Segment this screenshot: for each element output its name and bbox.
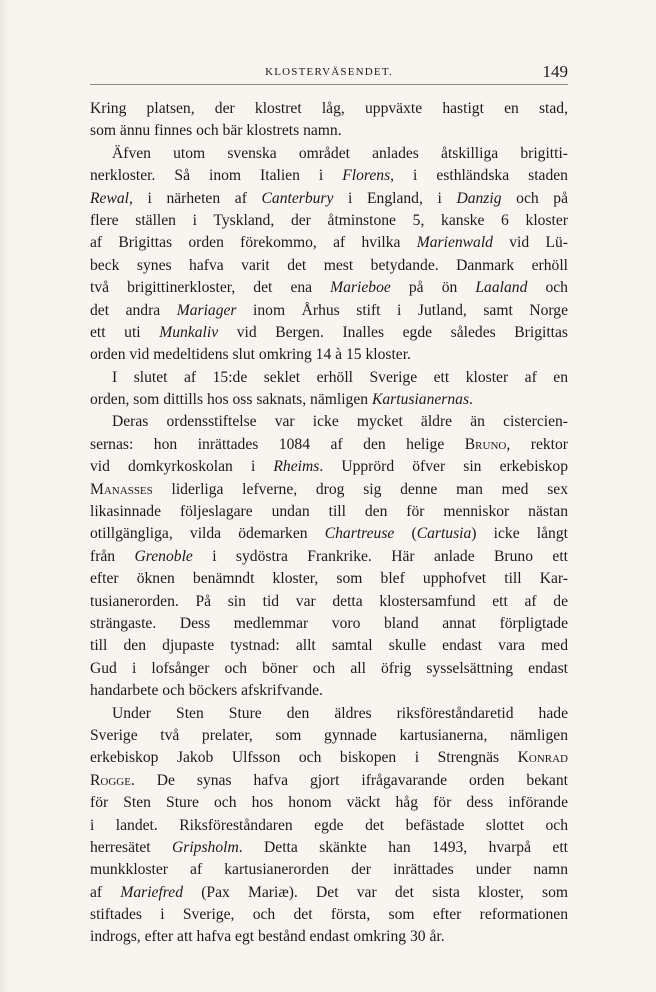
text-line — [90, 703, 568, 725]
text-segment: indrogs, efter att hafva egt bestånd endast omkring 30 år. — [90, 928, 445, 946]
text-segment: strängaste. Dess medlemmar voro bland annat förpligtade — [90, 614, 568, 632]
small-caps-name: Rogge — [90, 771, 131, 789]
text-segment: beck synes hafva varit det mest betydande. Danmark erhöll — [90, 256, 568, 274]
page-binding-edge — [0, 0, 10, 992]
paragraph — [90, 98, 568, 143]
text-segment: . Detta skänkte han 1493, hvarpå ett — [238, 838, 568, 856]
text-segment: Gud i lofsånger och böner och all öfrig sysselsättning endast — [90, 659, 568, 677]
text-line — [90, 523, 568, 545]
text-segment: , rektor — [506, 435, 568, 453]
text-segment: Kring platsen, der klostret låg, uppväxte hastigt en stad, — [90, 100, 568, 117]
text-line — [90, 501, 568, 523]
text-line — [90, 904, 568, 926]
text-line — [90, 747, 568, 769]
text-line — [90, 344, 568, 366]
text-segment: herresätet — [90, 838, 172, 856]
paragraph — [90, 703, 568, 949]
text-line — [90, 635, 568, 657]
italic-term: Mariefred — [120, 883, 183, 901]
text-segment: till den djupaste tystnad: allt samtal skulle endast vara med — [90, 637, 568, 655]
text-line — [90, 255, 568, 277]
italic-term: Canterbury — [261, 189, 334, 207]
italic-term: Marienwald — [416, 234, 493, 252]
italic-term: Grenoble — [134, 547, 193, 565]
body-text — [90, 98, 568, 949]
italic-term: Rheims — [273, 458, 320, 476]
text-segment: sernas: hon inrättades 1084 af den helige — [90, 435, 465, 453]
text-segment: och — [527, 279, 568, 297]
text-segment: flere ställen i Tyskland, der åtminstone 5, kanske 6 kloster — [90, 211, 568, 229]
text-segment: i England, i — [333, 189, 457, 207]
text-segment: otillgängliga, vilda ödemarken — [90, 525, 325, 543]
text-segment: likasinnade följeslagare undan till den för menniskor nästan — [90, 503, 568, 521]
text-line — [90, 680, 568, 702]
text-segment: stiftades i Sverige, och det första, som efter reformationen — [90, 906, 568, 924]
text-line — [90, 882, 568, 904]
text-segment: vid Lü- — [492, 234, 568, 252]
text-line — [90, 613, 568, 635]
text-segment: och på — [501, 189, 568, 207]
text-segment: två brigittinerkloster, det ena — [90, 279, 331, 297]
text-segment: vid Bergen. Inalles egde således Brigittas — [218, 323, 568, 341]
header-rule — [90, 84, 568, 85]
text-segment: . Upprörd öfver sin erkebiskop — [319, 458, 568, 476]
italic-term: Gripsholm — [172, 838, 239, 856]
text-line — [90, 479, 568, 501]
page-number: 149 — [542, 62, 568, 81]
paragraph — [90, 143, 568, 367]
text-line — [90, 98, 568, 120]
text-segment: ) icke långt — [471, 525, 568, 543]
paragraph — [90, 367, 568, 412]
italic-term: Marieboe — [330, 279, 391, 297]
small-caps-name: Bruno — [464, 435, 507, 453]
italic-term: Chartreuse — [324, 525, 395, 543]
page-header — [90, 62, 568, 86]
italic-term: Kartusianernas — [371, 391, 470, 409]
text-segment: handarbete och böckers afskrifvande. — [90, 682, 323, 700]
text-line — [90, 591, 568, 613]
text-line — [90, 568, 568, 590]
italic-term: Florens — [342, 167, 391, 185]
text-segment: orden vid medeltidens slut omkring 14 à 15 kloster. — [90, 346, 411, 364]
text-segment: erkebiskop Jakob Ulfsson och biskopen i Strengnäs — [90, 749, 518, 767]
paragraph — [90, 411, 568, 702]
italic-term: Danzig — [456, 189, 502, 207]
text-line — [90, 143, 568, 165]
text-line — [90, 725, 568, 747]
text-line — [90, 188, 568, 210]
italic-term: Munkaliv — [159, 323, 219, 341]
text-line — [90, 389, 568, 411]
text-segment: I slutet af 15:de seklet erhöll Sverige ett kloster af en — [112, 368, 568, 386]
text-segment: det andra — [90, 301, 177, 319]
text-line — [90, 546, 568, 568]
running-title: KLOSTERVÄSENDET. — [265, 66, 393, 78]
text-segment: nerkloster. Så inom Italien i — [90, 167, 343, 185]
text-line — [90, 277, 568, 299]
text-segment: från — [90, 547, 135, 565]
text-segment: för Sten Sture och hos honom väckt håg för dess införande — [90, 794, 568, 812]
text-segment: Äfven utom svenska området anlades åtskilliga brigitti- — [112, 144, 568, 162]
text-line — [90, 792, 568, 814]
small-caps-name: Konrad — [517, 749, 568, 767]
text-segment: , i esthländska staden — [390, 167, 568, 185]
text-segment: af Brigittas orden förekommo, af hvilka — [90, 234, 417, 252]
text-segment: . — [469, 391, 473, 409]
text-line — [90, 165, 568, 187]
text-segment: efter öknen benämndt kloster, som blef upphofvet till Kar- — [90, 570, 568, 588]
text-line — [90, 658, 568, 680]
text-line — [90, 232, 568, 254]
text-line — [90, 434, 568, 456]
text-line — [90, 456, 568, 478]
text-segment: liderliga lefverne, drog sig denne man med sex — [152, 480, 568, 498]
text-segment: som ännu finnes och bär klostrets namn. — [90, 122, 342, 140]
text-segment: ( — [394, 525, 417, 543]
text-line — [90, 300, 568, 322]
italic-term: Cartusia — [416, 525, 472, 543]
text-line — [90, 322, 568, 344]
text-segment: Under Sten Sture den äldres riksföreståndaretid hade — [112, 704, 568, 722]
italic-term: Laaland — [475, 279, 528, 297]
text-segment: på ön — [390, 279, 476, 297]
text-line — [90, 815, 568, 837]
text-line — [90, 411, 568, 433]
text-segment: Sverige två prelater, som gynnade kartusianerna, nämligen — [90, 726, 568, 744]
text-segment: ett uti — [90, 323, 160, 341]
text-segment: , i närheten af — [128, 189, 262, 207]
text-line — [90, 859, 568, 881]
text-segment: i sydöstra Frankrike. Här anlade Bruno ett — [192, 547, 568, 565]
text-segment: (Pax Mariæ). Det var det sista kloster, som — [183, 883, 569, 901]
text-segment: vid domkyrkoskolan i — [90, 458, 274, 476]
text-segment: i landet. Riksföreståndaren egde det befästade slottet och — [90, 816, 568, 834]
text-segment: munkkloster af kartusianerorden der inrättades under namn — [90, 861, 568, 879]
text-segment: inom Århus stift i Jutland, samt Norge — [236, 301, 569, 319]
text-line — [90, 837, 568, 859]
text-segment: . De synas hafva gjort ifrågavarande orden bekant — [130, 771, 568, 789]
text-line — [90, 210, 568, 232]
text-segment: orden, som dittills hos oss saknats, nämligen — [90, 391, 372, 409]
text-line — [90, 770, 568, 792]
text-line — [90, 120, 568, 142]
small-caps-name: Manasses — [90, 480, 153, 498]
text-segment: Deras ordensstiftelse var icke mycket äldre än cistercien- — [112, 413, 568, 431]
italic-term: Rewal — [90, 189, 129, 207]
text-segment: tusianerorden. På sin tid var detta klostersamfund ett af de — [90, 592, 568, 610]
text-segment: af — [90, 883, 121, 901]
italic-term: Mariager — [176, 301, 237, 319]
text-line — [90, 926, 568, 948]
text-line — [90, 367, 568, 389]
